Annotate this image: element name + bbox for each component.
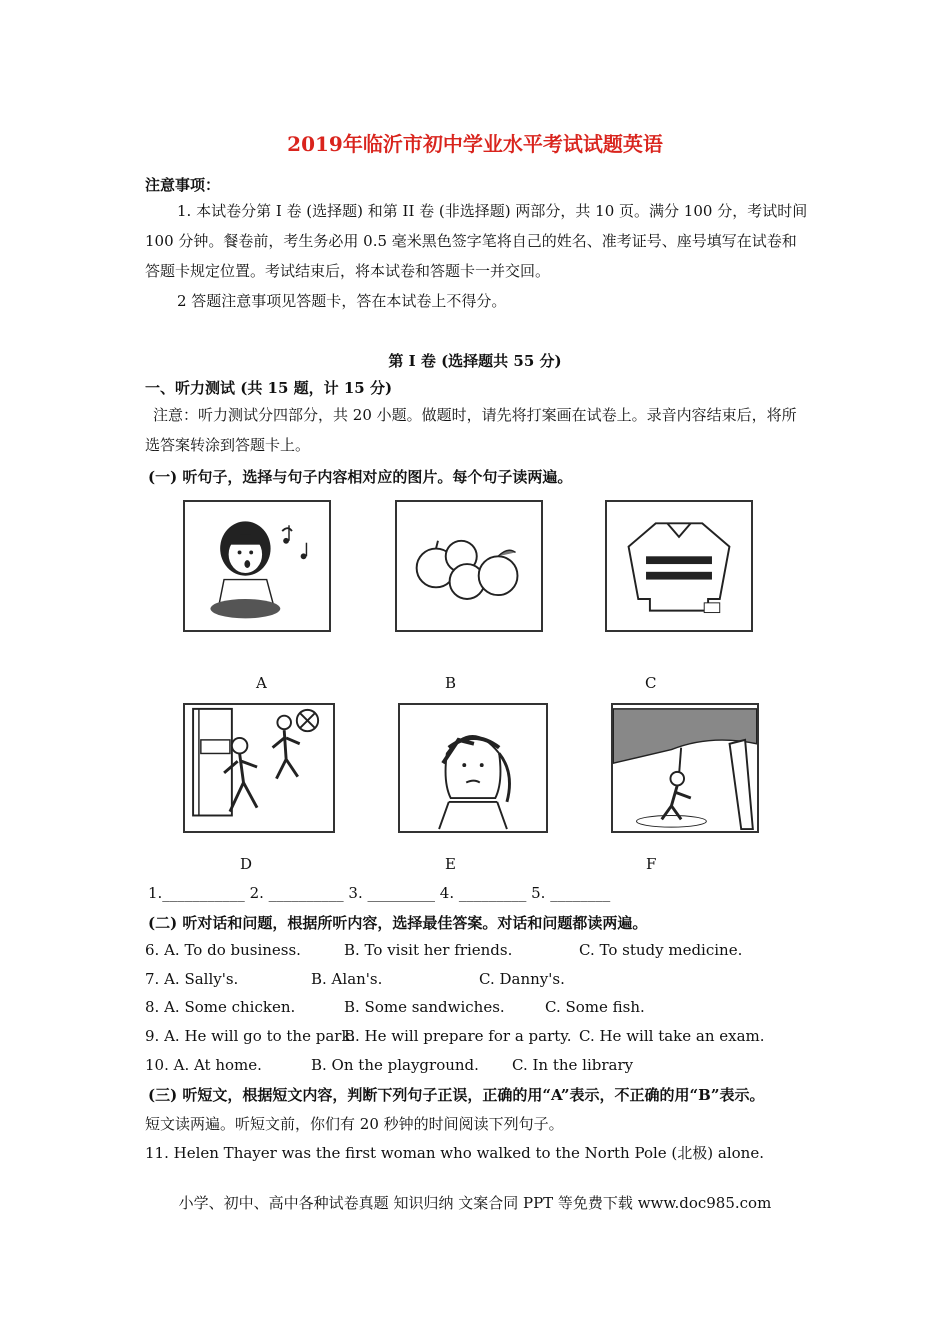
notice-item-1: 1. 本试卷分第 I 卷 (选择题) 和第 II 卷 (非选择题) 两部分，共 10 页。满分 100 分，考试时间 100 分钟。餐卷前，考生务必用 0.5 毫米黑色签字笔将自己的姓名、准考证号、座号填写在试卷和答题卡规定位置。考试结束后，将本试卷和答题卡一并交回。: [145, 202, 808, 280]
part3-note: 短文读两遍。听短文前，你们有 20 秒钟的时间阅读下列句子。: [145, 1115, 564, 1133]
question-8-c: C. Some fish.: [545, 998, 645, 1016]
question-6-c: C. To study medicine.: [579, 941, 743, 959]
picture-c: [605, 500, 753, 632]
girl-headache-icon: [400, 705, 546, 831]
question-10-c: C. In the library: [512, 1056, 634, 1074]
picture-label-d: D: [240, 855, 253, 873]
page-title: 2019年临沂市初中学业水平考试试题英语: [287, 132, 663, 156]
question-7-a: 7. A. Sally's.: [145, 970, 239, 988]
question-10-a: 10. A. At home.: [145, 1056, 262, 1074]
question-9-c: C. He will take an exam.: [579, 1027, 765, 1045]
picture-f: [611, 703, 759, 833]
question-7-b: B. Alan's.: [311, 970, 383, 988]
singing-girl-icon: [185, 502, 329, 630]
picture-label-c: C: [645, 674, 657, 692]
question-7-c: C. Danny's.: [479, 970, 565, 988]
question-8-a: 8. A. Some chicken.: [145, 998, 296, 1016]
question-6-a: 6. A. To do business.: [145, 941, 301, 959]
monkey-tree-icon: [613, 705, 757, 831]
question-11: 11. Helen Thayer was the first woman who walked to the North Pole (北极) alone.: [145, 1144, 764, 1162]
answer-blanks: 1.___________ 2. __________ 3. _________ 4. _________ 5. ________: [148, 884, 611, 902]
notice-item-2: 2 答题注意事项见答题卡，答在本试卷上不得分。: [177, 292, 507, 310]
page-footer: 小学、初中、高中各种试卷真题 知识归纳 文案合同 PPT 等免费下载 www.doc985.com: [178, 1194, 772, 1212]
question-10-b: B. On the playground.: [311, 1056, 479, 1074]
picture-a: [183, 500, 331, 632]
part3-heading: (三) 听短文，根据短文内容，判断下列句子正误，正确的用“A”表示，不正确的用“B”表示。: [148, 1086, 765, 1104]
picture-label-f: F: [646, 855, 657, 873]
picture-b: [395, 500, 543, 632]
part-heading: 一、听力测试 (共 15 题，计 15 分): [145, 379, 393, 397]
sweater-icon: [607, 502, 751, 630]
section-title: 第 I 卷 (选择题共 55 分): [388, 352, 562, 370]
listening-note: 注意：听力测试分四部分，共 20 小题。做题时，请先将打案画在试卷上。录音内容结束后，将所选答案转涂到答题卡上。: [145, 406, 797, 454]
picture-label-a: A: [256, 674, 267, 692]
part2-heading: (二) 听对话和问题，根据所听内容，选择最佳答案。对话和问题都读两遍。: [148, 914, 648, 932]
fruit-icon: [397, 502, 541, 630]
question-9-a: 9. A. He will go to the park.: [145, 1027, 356, 1045]
question-8-b: B. Some sandwiches.: [344, 998, 505, 1016]
picture-e: [398, 703, 548, 833]
question-6-b: B. To visit her friends.: [344, 941, 513, 959]
picture-label-e: E: [445, 855, 456, 873]
picture-label-b: B: [445, 674, 457, 692]
running-boys-icon: [185, 705, 333, 831]
notice-heading: 注意事项：: [145, 176, 221, 194]
part1-heading: (一) 听句子，选择与句子内容相对应的图片。每个句子读两遍。: [148, 468, 573, 486]
picture-d: [183, 703, 335, 833]
question-9-b: B. He will prepare for a party.: [344, 1027, 572, 1045]
